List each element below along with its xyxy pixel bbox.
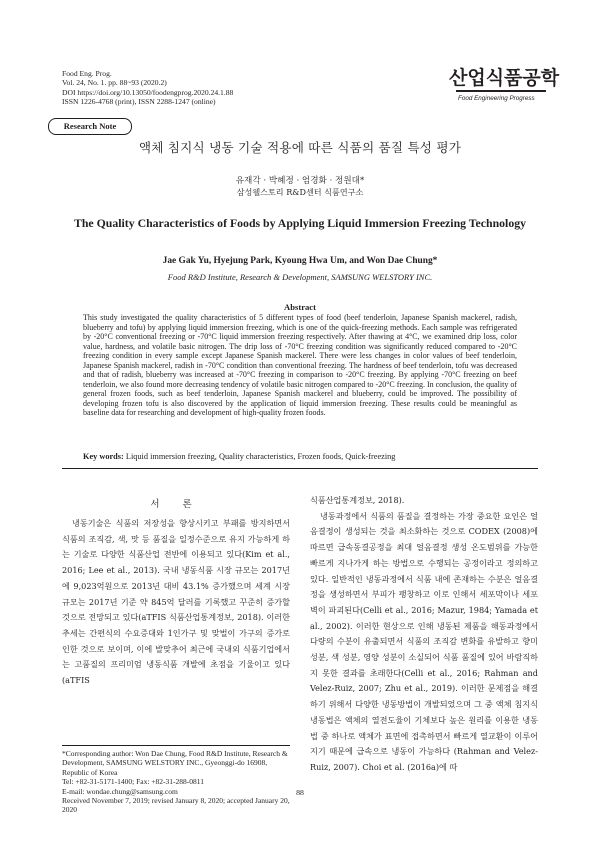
abstract-text: This study investigated the quality characteristics of 5 different types of food (beef tenderloin, Japanese Spanish mackerel, radish, blueberry and tofu) by applying liquid immersion freezing, which is one of the quick-freezing methods. Each sample was refrigerated by -20°C conventional freezing or -70°C liquid immersion freezing respectively. After thawing at 4°C, we examined drip loss, color value, hardness, and volatile basic nitrogen. The drip loss of -70°C freezing condition was significantly reduced compared to -20°C freezing condition in every sample except Japanese Spanish mackerel. There were less changes in color values of beef tenderloin, Japanese Spanish mackerel, radish in -70°C condition than conventional freezing. The hardness of beef tenderloin, tofu was decreased and that of radish, blueberry was increased at -70°C freezing in comparison to -20°C freezing. By applying -70°C freezing on beef tenderloin, we also found more decreasing tendency of volatile basic nitrogen compared to -20°C freezing. In conclusion, the quality of general frozen foods, such as beef tenderloin, Japanese Spanish mackerel and blueberry, could be improved. The possibility of developing frozen tofu is also discovered by the application of liquid immersion freezing. These results could be meaningful as baseline data for researching and development of high-quality frozen foods. — [83, 313, 517, 418]
journal-issn: ISSN 1226-4768 (print), ISSN 2288-1247 (online) — [62, 96, 216, 106]
intro-paragraph-2: 냉동과정에서 식품의 품질을 결정하는 가장 중요한 요인은 얼음결정이 생성되는 것을 최소화하는 것으로 CODEX (2008)에 따르면 급속동결공정을 최대 얼음결정 생성 온도범위를 가능한 빠르게 지나가게 하는 방법으로 수행되는 공정이라고 정의하고 있다. 일반적인 냉동과정에서 식품 내에 존재하는 수분은 얼음결정을 생성하면서 부피가 팽창하고 이로 인해서 세포막이나 세포벽이 파괴된다(Celli et al., 2016; Mazur, 1984; Yamada et al., 2002). 이러한 현상으로 인해 냉동된 제품을 해동과정에서 다량의 수분이 유출되면서 식품의 조직감 변화를 유발하고 향미 성분, 색 성분, 영양 성분이 소실되어 식품 품질에 있어 바람직하지 못한 결과를 초래한다(Celli et al., 2016; Rahman and Velez-Ruiz, 2007; Zhu et al., 2019). 이러한 문제점을 해결하기 위해서 다양한 냉동방법이 개발되었으며 그 중 액체 침지식 냉동법은 액체의 열전도율이 기체보다 높은 원리를 이용한 냉동법 중 하나로 액체가 표면에 접촉하면서 빠르게 열교환이 이루어지기 때문에 급속으로 냉동이 가능하다 (Rahman and Velez-Ruiz, 2007). Choi et al. (2016a)에 따 — [310, 510, 538, 772]
journal-volume: Vol. 24, No. 1. pp. 88~93 (2020.2) — [62, 78, 167, 88]
logo-divider — [456, 90, 546, 92]
footnote-phone: Tel: +82-31-5171-1400; Fax: +82-31-288-0811 — [62, 777, 205, 787]
footnote-dates: Received November 7, 2019; revised January 8, 2020; accepted January 20, 2020 — [62, 796, 290, 815]
english-authors: Jae Gak Yu, Hyejung Park, Kyoung Hwa Um, and Won Dae Chung* — [162, 256, 438, 266]
english-title: The Quality Characteristics of Foods by Applying Liquid Immersion Freezing Technology — [73, 216, 527, 230]
logo-subtitle: Food Engineering Progress — [458, 95, 535, 102]
article-type-badge: Research Note — [48, 118, 132, 135]
keywords — [83, 452, 517, 461]
page-number: 88 — [296, 788, 304, 797]
section-divider — [62, 468, 538, 469]
journal-name: Food Eng. Prog. — [62, 69, 112, 78]
journal-info — [62, 69, 233, 106]
keywords-text: Liquid immersion freezing, Quality characteristics, Frozen foods, Quick-freezing — [123, 452, 396, 461]
korean-authors: 유재각 · 박혜정 · 엄경화 · 정원대* — [235, 176, 365, 186]
journal-doi: DOI https://doi.org/10.13050/foodengprog.2020.24.1.88 — [62, 87, 234, 97]
footnote-email: E-mail: wondae.chung@samsung.com — [62, 786, 178, 796]
introduction-heading: 서 론 — [150, 499, 202, 510]
footnote-divider — [62, 745, 290, 746]
journal-logo — [436, 62, 560, 108]
right-column — [310, 493, 538, 776]
korean-title: 액체 침지식 냉동 기술 적용에 따른 식품의 품질 특성 평가 — [138, 140, 462, 155]
keywords-label: Key words: — [83, 452, 124, 461]
abstract-heading: Abstract — [284, 302, 316, 312]
logo-title: 산업식품공학 — [449, 67, 560, 89]
intro-paragraph-1-end: 식품산업통계정보, 2018). — [310, 495, 405, 505]
left-column — [62, 516, 290, 689]
intro-paragraph-1: 냉동기술은 식품의 저장성을 향상시키고 부패를 방지하면서 식품의 조직감, 색, 맛 등 품질을 일정수준으로 유지 가능하게 하는 기술로 다양한 식품산업 전반에 이용되고 있다(Kim et al., 2016; Lee et al., 2013). 국내 냉동식품 시장 규모는 2017년에 9,023억원으로 2013년 대비 43.1% 증가했으며 세계 시장 규모는 2017년 기준 약 845억 달러를 기록했고 꾸준히 증가할 것으로 전망되고 있다(aTFIS 식품산업통계정보, 2018). 이러한 추세는 간편식의 수요증대와 1인가구 및 맞벌이 가구의 증가로 인한 것으로 보이며, 이에 발맞추어 최근에 국내외 식품기업에서는 고품질의 프리미엄 냉동식품 개발에 초점을 기울이고 있다(aTFIS — [62, 518, 290, 686]
korean-affiliation: 삼성웰스토리 R&D센터 식품연구소 — [236, 187, 364, 197]
corresponding-author-footnote — [62, 749, 294, 815]
english-affiliation: Food R&D Institute, Research & Development, SAMSUNG WELSTORY INC. — [167, 272, 433, 282]
footnote-author: *Corresponding author: Won Dae Chung, Food R&D Institute, Research & Development, SAMSUNG WELSTORY INC., Gyeonggi-do 16908, Republic of Korea — [62, 749, 288, 777]
